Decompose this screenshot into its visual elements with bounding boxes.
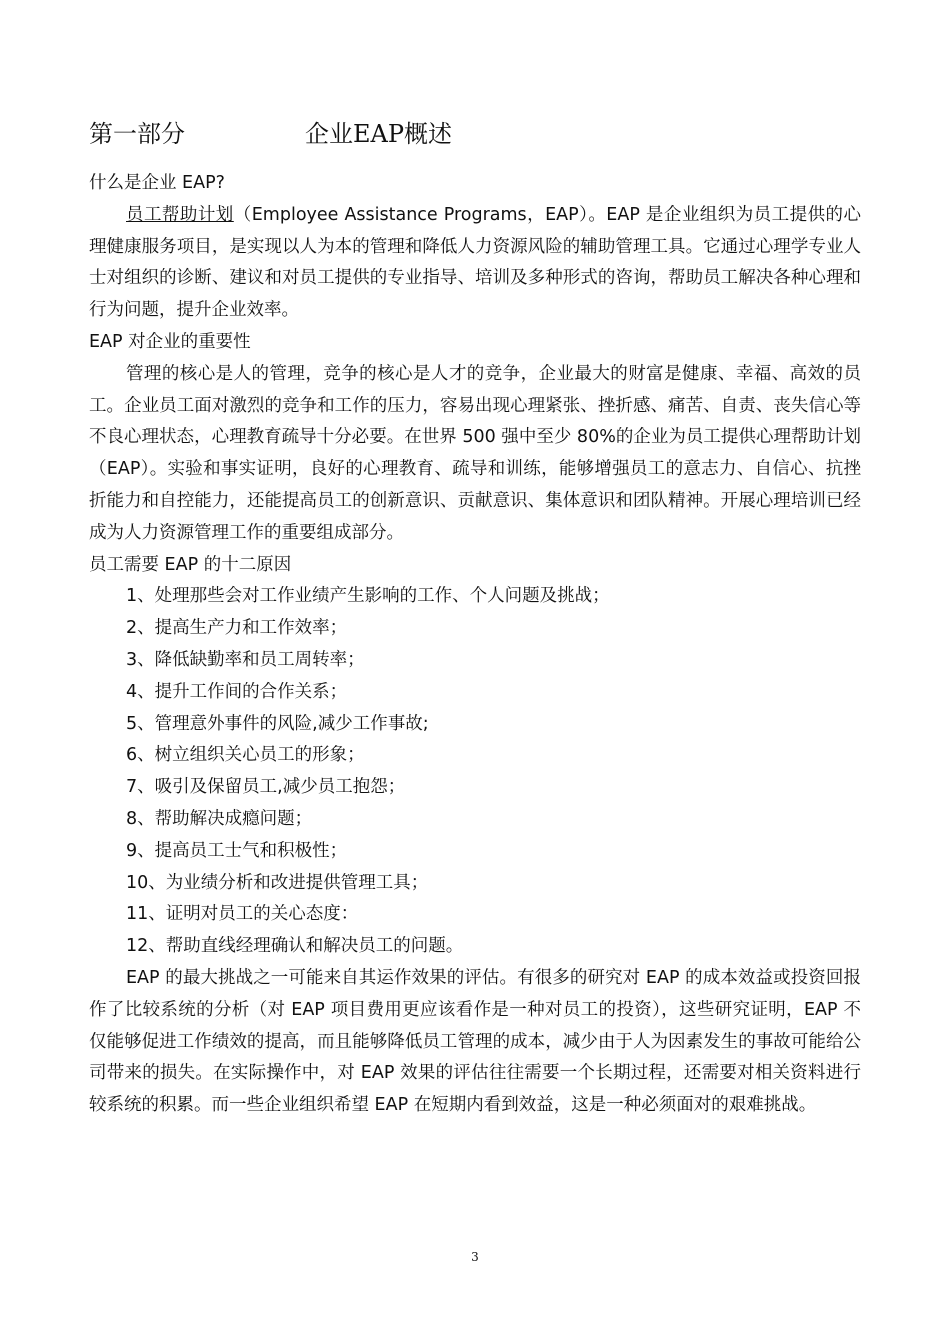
page-number: 3: [471, 1250, 479, 1264]
list-item: 3、降低缺勤率和员工周转率；: [126, 649, 365, 670]
eap-term-link: 员工帮助计划: [126, 204, 234, 225]
page-title: [89, 116, 452, 152]
list-item: 1、处理那些会对工作业绩产生影响的工作、个人问题及挑战；: [126, 586, 610, 607]
title-name: 企业EAP概述: [305, 120, 452, 148]
title-part: 第一部分: [89, 120, 185, 148]
list-item: 10、为业绩分析和改进提供管理工具；: [126, 872, 429, 893]
what-is-eap-paragraph: [89, 200, 861, 327]
list-item: 11、证明对员工的关心态度：: [126, 904, 359, 925]
reasons-list: [89, 581, 861, 963]
what-is-eap-heading: 什么是企业 EAP?: [89, 173, 225, 193]
importance-heading: EAP 对企业的重要性: [89, 331, 251, 352]
what-is-eap-text: （Employee Assistance Programs，EAP）。EAP 是企业组织为员工提供的心理健康服务项目，是实现以人为本的管理和降低人力资源风险的辅助管理工具。它通过心理学专业人士对组织的诊断、建议和对员工提供的专业指导、培训及多种形式的咨询，帮助员工解决各种心理和行为问题，提升企业效率。: [89, 204, 862, 321]
list-item: 2、提高生产力和工作效率；: [126, 618, 348, 639]
list-item: 9、提高员工士气和积极性；: [126, 840, 348, 861]
list-item: 8、帮助解决成瘾问题；: [126, 808, 313, 829]
challenge-paragraph: EAP 的最大挑战之一可能来自其运作效果的评估。有很多的研究对 EAP 的成本效益或投资回报作了比较系统的分析（对 EAP 项目费用更应该看作是一种对员工的投资），这些研究证明，EAP 不仅能够促进工作绩效的提高，而且能够降低员工管理的成本，减少由于人为因素发生的事故可能给公司带来的损失。在实际操作中，对 EAP 效果的评估往往需要一个长期过程，还需要对相关资料进行较系统的积累。而一些企业组织希望 EAP 在短期内看到效益，这是一种必须面对的艰难挑战。: [89, 967, 861, 1116]
list-item: 4、提升工作间的合作关系；: [126, 681, 348, 702]
importance-paragraph: 管理的核心是人的管理，竞争的核心是人才的竞争，企业最大的财富是健康、幸福、高效的员工。企业员工面对激烈的竞争和工作的压力，容易出现心理紧张、挫折感、痛苦、自责、丧失信心等不良心理状态，心理教育疏导十分必要。在世界 500 强中至少 80%的企业为员工提供心理帮助计划（EAP）。实验和事实证明，良好的心理教育、疏导和训练，能够增强员工的意志力、自信心、抗挫折能力和自控能力，还能提高员工的创新意识、贡献意识、集体意识和团队精神。开展心理培训已经成为人力资源管理工作的重要组成部分。: [89, 363, 861, 543]
reasons-heading: 员工需要 EAP 的十二原因: [89, 554, 292, 575]
list-item: 6、树立组织关心员工的形象；: [126, 745, 365, 766]
document-body: [89, 168, 861, 1122]
list-item: 5、管理意外事件的风险,减少工作事故;: [126, 713, 429, 734]
list-item: 12、帮助直线经理确认和解决员工的问题。: [126, 936, 464, 957]
list-item: 7、吸引及保留员工,减少员工抱怨；: [126, 777, 406, 798]
